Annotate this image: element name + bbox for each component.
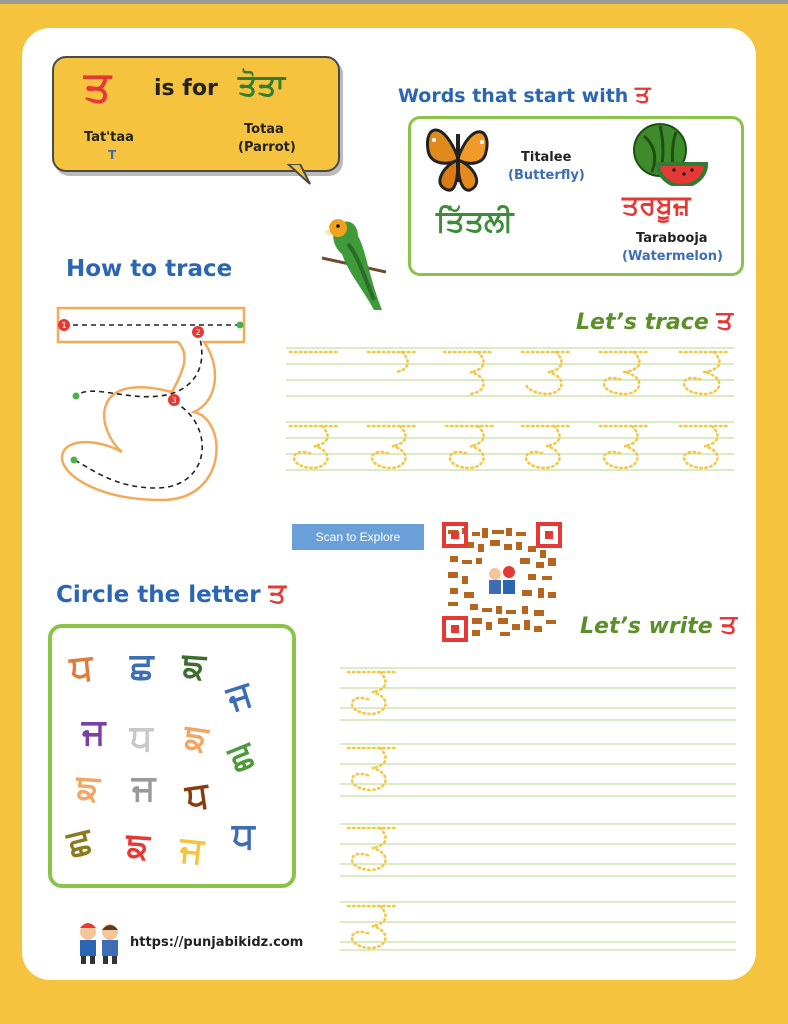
circle-letter-option[interactable]: ਧ bbox=[130, 718, 153, 759]
is-for-text: is for bbox=[154, 76, 218, 101]
trace-step-3: 3 bbox=[171, 396, 177, 405]
circle-letter-option[interactable]: ਛ bbox=[63, 819, 97, 866]
circle-letter-text: Circle the letter bbox=[56, 582, 261, 608]
title-word: ਤੋਤਾ bbox=[238, 68, 285, 103]
butterfly-translit: Titalee bbox=[521, 150, 572, 165]
qr-code[interactable] bbox=[442, 522, 562, 642]
watermelon-icon bbox=[630, 120, 710, 186]
circle-letter-option[interactable]: ਧ bbox=[67, 646, 95, 691]
watermelon-translit: Tarabooja bbox=[636, 231, 708, 246]
scan-to-explore-button[interactable]: Scan to Explore bbox=[292, 524, 424, 550]
circle-letter-option[interactable]: ਧ bbox=[183, 774, 212, 819]
lets-trace-text: Let’s trace bbox=[576, 310, 709, 335]
butterfly-word: ਤਿੱਤਲੀ bbox=[436, 204, 514, 239]
circle-letter-option[interactable]: ਙ bbox=[124, 825, 151, 868]
writing-practice-lines[interactable] bbox=[338, 660, 738, 952]
circle-letter-option[interactable]: ਧ bbox=[232, 816, 255, 857]
lets-write-text: Let’s write bbox=[580, 614, 713, 639]
circle-letter-option[interactable]: ਛ bbox=[130, 646, 154, 687]
trace-guide-diagram bbox=[52, 304, 252, 502]
circle-letter-option[interactable]: ਜ bbox=[177, 828, 206, 873]
circle-letter-option[interactable]: ਙ bbox=[74, 767, 101, 810]
watermelon-word: ਤਰਬੂਜ਼ bbox=[622, 190, 691, 221]
circle-letter-option[interactable]: ਜ bbox=[82, 712, 106, 753]
watermelon-meaning: (Watermelon) bbox=[622, 249, 723, 264]
lets-trace-letter: ਤ bbox=[716, 306, 734, 336]
circle-letter-option[interactable]: ਙ bbox=[180, 645, 207, 688]
word-translit: Totaa bbox=[244, 122, 284, 137]
lets-trace-title bbox=[576, 306, 733, 337]
butterfly-icon bbox=[424, 120, 492, 194]
butterfly-meaning: (Butterfly) bbox=[508, 168, 585, 183]
circle-letter-option[interactable]: ਙ bbox=[181, 716, 211, 761]
lets-write-title bbox=[580, 610, 737, 641]
website-url[interactable]: https://punjabikidz.com bbox=[130, 935, 304, 950]
letter-name: Tat'taa bbox=[84, 130, 134, 145]
lets-write-letter: ਤ bbox=[720, 610, 738, 640]
trace-practice-area bbox=[282, 344, 738, 472]
word-meaning: (Parrot) bbox=[238, 140, 296, 155]
words-title bbox=[398, 80, 650, 108]
words-title-letter: ਤ bbox=[634, 80, 651, 108]
circle-letter-option[interactable]: ਜ bbox=[222, 673, 258, 720]
kids-logo bbox=[72, 920, 126, 964]
title-letter: ਤ bbox=[84, 62, 111, 111]
trace-step-1: 1 bbox=[61, 321, 67, 330]
top-border bbox=[0, 0, 788, 4]
circle-letter-option[interactable]: ਛ bbox=[222, 733, 261, 780]
circle-letter-title bbox=[56, 578, 286, 610]
letter-sound: T bbox=[108, 148, 117, 162]
trace-step-2: 2 bbox=[195, 328, 201, 337]
bubble-tail bbox=[286, 164, 312, 186]
words-title-text: Words that start with bbox=[398, 85, 629, 107]
parrot-icon bbox=[318, 214, 390, 314]
circle-letter-char: ਤ bbox=[268, 578, 286, 609]
how-to-trace-title: How to trace bbox=[66, 256, 233, 282]
circle-letter-option[interactable]: ਜ bbox=[132, 768, 156, 809]
